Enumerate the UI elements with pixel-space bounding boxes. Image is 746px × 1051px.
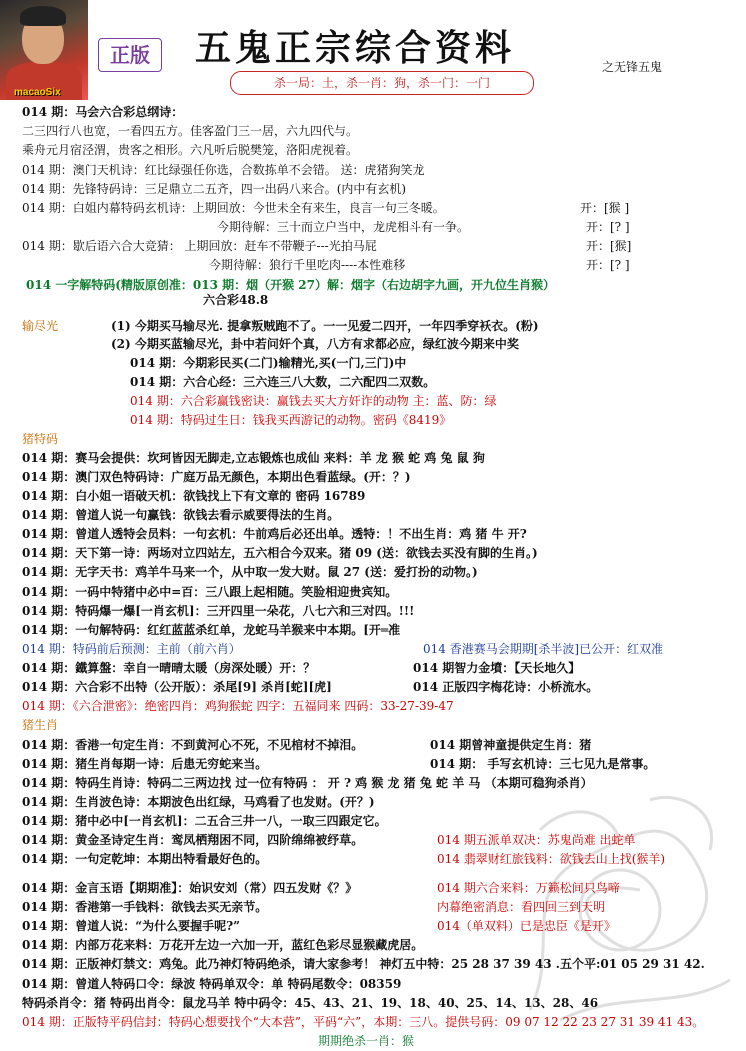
text-line: 内幕绝密消息：看四回三到天明	[437, 900, 606, 914]
text-line: 014 期：特码爆一爆[一肖玄机]：三开四里一朵花，八七六和三对四。!!!	[22, 604, 415, 618]
text-line: 014 期：歇后语六合大竞猜： 上期回放：赶车不带鞭子---光拍马屁	[22, 239, 377, 253]
text-line: 猪生肖	[22, 718, 59, 732]
text-line: 014 期：马会六合彩总纲诗：	[22, 105, 184, 119]
text-line: 014 期：澳门双色特码诗：广庭万品无颜色，本期出色看蓝绿。(开：？)	[22, 470, 411, 484]
text-line: 014 期：黄金圣诗定生肖：鸾凤栖翔困不同，四阶绵绵被纾草。	[22, 833, 364, 847]
author-name: 之无锋五鬼	[602, 60, 663, 74]
text-line: 六合彩48.8	[203, 293, 269, 307]
genuine-badge: 正版	[98, 38, 162, 72]
text-line: 今期待解：狼行千里吃肉----本性难移	[209, 258, 406, 272]
text-line: 开：[? ]	[586, 258, 630, 272]
text-line: 014 翡翠财红旅钱料：欲钱去山上找(猴羊)	[437, 852, 666, 866]
text-line: 014 期：《六合泄密》：绝密四肖：鸡狗猴蛇 四字：五福同来 四码：33-27-39-47	[22, 699, 454, 713]
text-line: 014 期： 手写玄机诗：三七见九是常事。	[430, 757, 656, 771]
text-line: 014 期：六合心经：三六连三八大数，二六配四二双数。	[130, 375, 436, 389]
text-line: 014 期五派单双决：苏鬼尚难 出蛇单	[437, 833, 636, 847]
text-line: 开：[猴]	[586, 239, 632, 253]
text-line: 014 期：曾道人说一句赢钱：欲钱去看示威要得法的生肖。	[22, 508, 340, 522]
text-line: 014 期：生肖波色诗：本期波色出红绿，马鸡看了也发财。(开？)	[22, 795, 375, 809]
text-line: 014 期：内部万花来料：万花开左边一六加一开，蓝红色彩尽显猴藏虎居。	[22, 938, 424, 952]
text-line: 014 期：正版特平码信封：特码心想要找个“大本营”，平码“六”，本期：三八。提供号码：09 07 12 22 23 27 31 39 41 43。	[22, 1015, 705, 1029]
text-line: 014 期：澳门天机诗：红比绿强任你选，合数拣单不会错。 送：虎猪狗笑龙	[22, 163, 425, 177]
text-line: 014 期：白姐内幕特码玄机诗：上期回放：今世未全有来生，良言一句三冬暖。	[22, 201, 445, 215]
text-line: 014 期：特码过生日：钱我买西游记的动物。密码《8419》	[130, 413, 452, 427]
text-line: 014 期：先锋特码诗：三足鼎立二五齐，四一出码八来合。(内中有玄机)	[22, 182, 407, 196]
text-line: 乘舟元月宿泾渭，贵客之相形。六凡听后脱樊笼，洛阳虎视着。	[22, 143, 359, 157]
text-line: 014 期：无字天书：鸡羊牛马来一个，从中取一发大财。鼠 27 (送：爱打扮的动物。)	[22, 565, 478, 579]
text-line: 014 期：曾道人说：“为什么要握手呢?”	[22, 919, 241, 933]
text-line: 014 香港赛马会期期[杀半波]已公开：红双准	[423, 642, 664, 656]
text-line: 014（单双料）已是忠臣《是开》	[437, 919, 616, 933]
text-line: 二三四行八也宽，一看四五方。佳客盈门三一居，六九四代与。	[22, 124, 359, 138]
text-line: 014 期：正版神灯禁文：鸡兔。此乃神灯特码绝杀，请大家参考！ 神灯五中特：25 28 37 39 43 .五个平:01 05 29 31 42.	[22, 957, 705, 971]
text-line: 014 期：曾道人透特会员料：一句玄机：牛前鸡后必还出单。透特：！不出生肖：鸡 猪 牛 开?	[22, 527, 527, 541]
text-line: 014 期：天下第一诗：两场对立四站左，五六相合今双来。猪 09 (送：欲钱去买没有脚的生肖。)	[22, 546, 538, 560]
text-line: 014 正版四字梅花诗：小桥流水。	[413, 680, 599, 694]
text-line: 014 期六合来料：万籁松间只鸟啼	[437, 881, 620, 895]
text-line: 014 期智力金墳：【天长地久】	[413, 661, 581, 675]
text-line: 014 期：特码生肖诗：特码二三两边找 过一位有特码 ： 开 ? 鸡 猴 龙 猪 兔 蛇 羊 马 （本期可稳狗杀肖）	[22, 776, 593, 790]
page-title: 五鬼正宗综合资料	[195, 27, 516, 69]
author-photo	[0, 0, 88, 100]
text-line: 开：[? ]	[586, 220, 630, 234]
hair-shape	[20, 6, 66, 26]
text-line: 014 期：今期彩民买(二门)输精光,买(一门,三门)中	[130, 356, 407, 370]
text-line: 014 期：曾道人特码口令：绿波 特码单双令：单 特码尾数令：08359	[22, 977, 402, 991]
photo-logo: macaoSix	[14, 87, 61, 98]
text-line: 014 期：赛马会提供：坎珂皆因无脚走,立志锻炼也成仙 来料：羊 龙 猴 蛇 鸡 兔 鼠 狗	[22, 451, 485, 465]
text-line: 014 期：猪中必中[一肖玄机]：二五合三井一八，一取三四跟定它。	[22, 814, 387, 828]
text-line: 特码杀肖令：猪 特码出肖令：鼠龙马羊 特中码令：45、43、21、19、18、40、25、14、13、28、46	[22, 996, 599, 1010]
text-line: 014 期：金言玉语【期期准】：始识安刘（常）四五发财《？》	[22, 881, 358, 895]
kill-slogan: 杀一局：土，杀一肖：狗，杀一门：一门	[230, 71, 534, 95]
text-line: 014 期：六合彩不出特（公开版）：杀尾[9] 杀肖[蛇][虎]	[22, 680, 332, 694]
text-line: 输尽光	[22, 319, 59, 333]
text-line: 开：[猴 ]	[580, 201, 630, 215]
text-line: 014 期：特码前后预测：主前（前六肖）	[22, 642, 241, 656]
text-line: 014 一字解特码(精版原创准：013 期：烟（开猴 27）解：烟字（右边胡字九画，开九位生肖猴）	[26, 278, 556, 292]
text-line: 014 期：香港第一手钱料：欲钱去买无亲节。	[22, 900, 268, 914]
text-line: 014 期：香港一句定生肖：不到黄河心不死，不见棺材不掉泪。	[22, 738, 364, 752]
text-line: 014 期：鐵算盤：幸自一晴晴太暖（房深处暖）开：？	[22, 661, 316, 675]
text-line: 014 期：一码中特猪中必中=百：三八跟上起相随。笑脸相迎贵宾知。	[22, 585, 398, 599]
text-line: 今期待解：三十而立户当中，龙虎相斗有一争。	[217, 220, 470, 234]
text-line: (1) 今期买马输尽光. 提拿叛贼跑不了。一一见爱二四开，一年四季穿袄衣。(粉)	[111, 319, 539, 333]
text-line: 猪特码	[22, 432, 59, 446]
text-line: (2) 今期买蓝输尽光，卦中若问奸个真，八方有求都必应，绿红波今期来中奖	[111, 337, 519, 351]
text-line: 014 期：一句定乾坤：本期出特看最好色的。	[22, 852, 268, 866]
text-line: 期期绝杀一肖：猴	[318, 1034, 415, 1048]
text-line: 014 期：猪生肖每期一诗：后患无穷蛇来当。	[22, 757, 268, 771]
text-line: 014 期曾神童提供定生肖：猪	[430, 738, 592, 752]
text-line: 014 期：一句解特码：红红蓝蓝杀红单，龙蛇马羊猴来中本期。[开═准	[22, 623, 401, 637]
text-line: 014 期：六合彩赢钱密诀：赢钱去买大方奸诈的动物 主：蓝、防：绿	[130, 394, 497, 408]
text-line: 014 期：白小姐一语破天机：欲钱找上下有文章的 密码 16789	[22, 489, 366, 503]
